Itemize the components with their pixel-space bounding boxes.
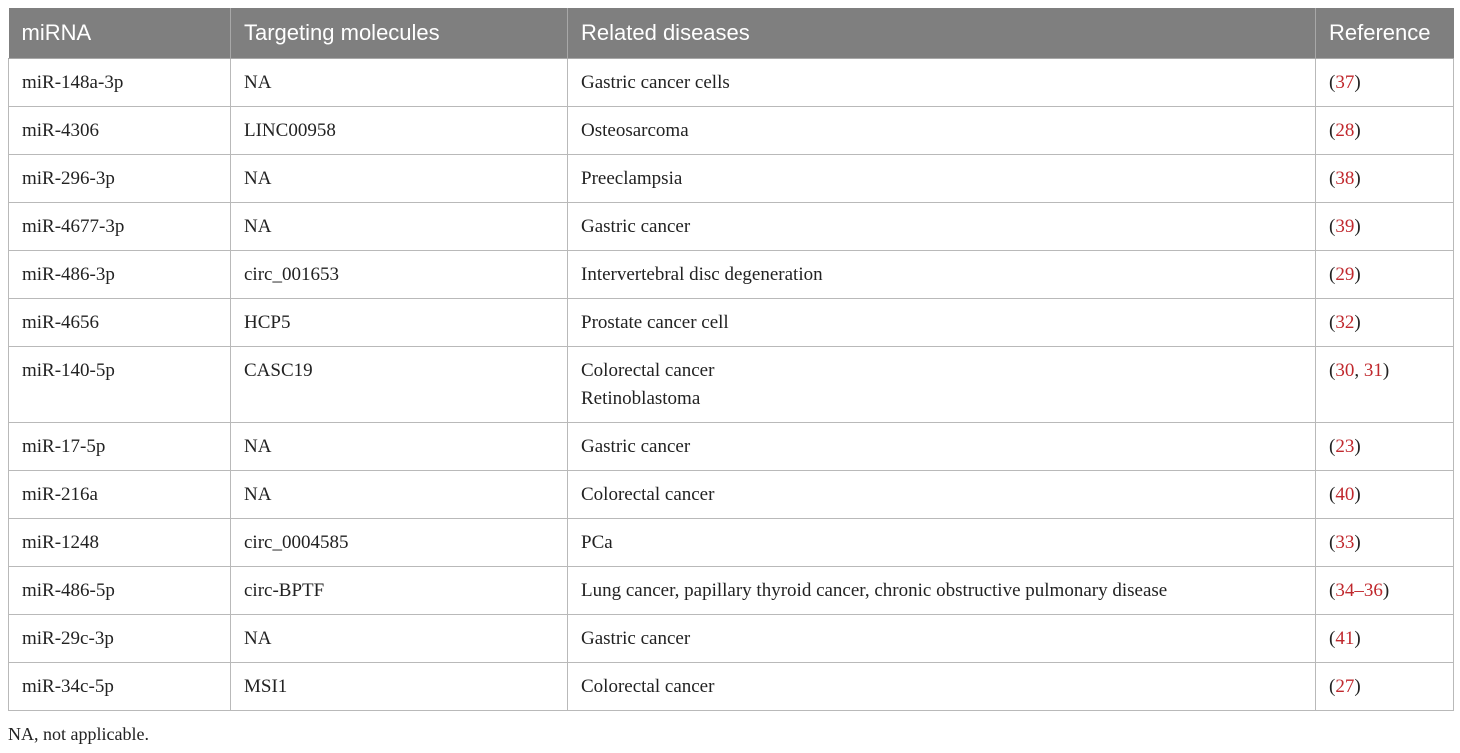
reference-open-paren: (: [1329, 360, 1336, 381]
reference-cell: [1316, 663, 1454, 711]
table-row: [9, 663, 1454, 711]
reference-cell: [1316, 519, 1454, 567]
mirna-cell-text: miR-216a: [22, 484, 98, 505]
related-diseases-cell-text: [581, 519, 1315, 557]
mirna-cell: [9, 299, 231, 347]
mirna-table: [8, 8, 1454, 711]
header-related-diseases: Related diseases: [568, 8, 1316, 59]
header-reference: Reference: [1316, 8, 1454, 59]
header-row: [9, 8, 1454, 59]
mirna-cell: [9, 519, 231, 567]
related-diseases-cell-text: [581, 203, 1315, 241]
targeting-molecule-cell-text: NA: [244, 216, 272, 237]
reference-cell: [1316, 107, 1454, 155]
reference-open-paren: (: [1329, 532, 1336, 553]
disease-line: Gastric cancer: [581, 436, 691, 457]
reference-cell-text: [1329, 663, 1453, 701]
table-row: [9, 567, 1454, 615]
header-targeting-molecules: Targeting molecules: [231, 8, 568, 59]
reference-open-paren: (: [1329, 676, 1336, 697]
related-diseases-cell: [568, 423, 1316, 471]
reference-separator: ,: [1354, 360, 1364, 381]
header-mirna: miRNA: [9, 8, 231, 59]
reference-cell: [1316, 347, 1454, 423]
related-diseases-cell-text: [581, 663, 1315, 701]
reference-link[interactable]: 28: [1335, 120, 1355, 141]
reference-close-paren: ): [1382, 360, 1390, 381]
targeting-molecule-cell-text: CASC19: [244, 360, 313, 381]
reference-close-paren: ): [1354, 216, 1361, 237]
disease-line: Intervertebral disc degeneration: [581, 264, 823, 285]
reference-cell-text: [1329, 59, 1453, 97]
targeting-molecule-cell-text: circ_001653: [244, 264, 339, 285]
reference-link[interactable]: 38: [1335, 168, 1355, 189]
table-row: [9, 423, 1454, 471]
related-diseases-cell: [568, 663, 1316, 711]
mirna-cell-text: miR-4656: [22, 312, 100, 333]
related-diseases-cell: [568, 203, 1316, 251]
related-diseases-cell: [568, 251, 1316, 299]
targeting-molecule-cell-text: LINC00958: [244, 120, 336, 141]
reference-open-paren: (: [1329, 484, 1336, 505]
reference-close-paren: ): [1354, 168, 1361, 189]
targeting-molecule-cell: [231, 299, 568, 347]
reference-cell: [1316, 299, 1454, 347]
targeting-molecule-cell-text: NA: [244, 168, 272, 189]
targeting-molecule-cell: [231, 107, 568, 155]
mirna-cell: [9, 155, 231, 203]
mirna-cell: [9, 107, 231, 155]
related-diseases-cell-text: [581, 107, 1315, 145]
mirna-cell: [9, 203, 231, 251]
related-diseases-cell-text: [581, 59, 1315, 97]
table-row: [9, 519, 1454, 567]
disease-line: Colorectal cancer: [581, 360, 715, 381]
targeting-molecule-cell: [231, 567, 568, 615]
related-diseases-cell-text: [581, 155, 1315, 193]
targeting-molecule-cell: [231, 203, 568, 251]
reference-cell: [1316, 567, 1454, 615]
reference-link[interactable]: 37: [1335, 72, 1355, 93]
table-row: [9, 107, 1454, 155]
reference-open-paren: (: [1329, 264, 1336, 285]
targeting-molecule-cell: [231, 59, 568, 107]
reference-open-paren: (: [1329, 312, 1336, 333]
related-diseases-cell-text: [581, 299, 1315, 337]
reference-close-paren: ): [1354, 628, 1361, 649]
table-row: [9, 203, 1454, 251]
reference-cell-text: [1329, 471, 1453, 509]
related-diseases-cell: [568, 471, 1316, 519]
disease-line: PCa: [581, 532, 613, 553]
reference-open-paren: (: [1329, 72, 1336, 93]
mirna-cell-text: miR-4677-3p: [22, 216, 125, 237]
related-diseases-cell-text: [581, 615, 1315, 653]
mirna-cell-text: miR-148a-3p: [22, 72, 124, 93]
reference-close-paren: ): [1354, 532, 1361, 553]
mirna-cell-text: miR-486-3p: [22, 264, 115, 285]
table-header: [9, 8, 1454, 59]
related-diseases-cell: [568, 347, 1316, 423]
reference-cell-text: [1329, 519, 1453, 557]
reference-cell-text: [1329, 155, 1453, 193]
reference-open-paren: (: [1329, 168, 1336, 189]
related-diseases-cell: [568, 107, 1316, 155]
targeting-molecule-cell-text: circ_0004585: [244, 532, 349, 553]
targeting-molecule-cell: [231, 615, 568, 663]
reference-link[interactable]: 23: [1335, 436, 1355, 457]
table-body: [9, 59, 1454, 711]
targeting-molecule-cell: [231, 423, 568, 471]
mirna-cell: [9, 663, 231, 711]
table-row: [9, 155, 1454, 203]
related-diseases-cell: [568, 59, 1316, 107]
reference-close-paren: ): [1382, 580, 1390, 601]
reference-link[interactable]: 33: [1335, 532, 1355, 553]
reference-close-paren: ): [1354, 72, 1361, 93]
reference-cell-text: [1329, 203, 1453, 241]
reference-link[interactable]: 31: [1363, 360, 1383, 381]
reference-link[interactable]: 40: [1335, 484, 1355, 505]
targeting-molecule-cell-text: NA: [244, 628, 272, 649]
reference-cell: [1316, 155, 1454, 203]
table-row: [9, 59, 1454, 107]
mirna-cell-text: miR-486-5p: [22, 580, 115, 601]
related-diseases-cell: [568, 519, 1316, 567]
mirna-cell: [9, 615, 231, 663]
targeting-molecule-cell: [231, 347, 568, 423]
mirna-cell: [9, 423, 231, 471]
targeting-molecule-cell: [231, 471, 568, 519]
mirna-cell: [9, 347, 231, 423]
reference-cell-text: [1329, 423, 1453, 461]
reference-link[interactable]: 39: [1335, 216, 1355, 237]
mirna-cell-text: miR-1248: [22, 532, 100, 553]
disease-line: Retinoblastoma: [581, 388, 701, 409]
reference-close-paren: ): [1354, 676, 1361, 697]
table-footnote: NA, not applicable.: [8, 724, 149, 744]
related-diseases-cell-text: [581, 347, 1315, 413]
reference-close-paren: ): [1354, 312, 1361, 333]
reference-close-paren: ): [1354, 264, 1361, 285]
reference-cell: [1316, 615, 1454, 663]
disease-line: Gastric cancer: [581, 216, 691, 237]
table-container: [8, 8, 1453, 711]
mirna-cell-text: miR-17-5p: [22, 436, 106, 457]
related-diseases-cell-text: [581, 471, 1315, 509]
disease-line: Colorectal cancer: [581, 484, 715, 505]
reference-cell: [1316, 203, 1454, 251]
reference-open-paren: (: [1329, 120, 1336, 141]
targeting-molecule-cell-text: HCP5: [244, 312, 291, 333]
mirna-cell: [9, 59, 231, 107]
reference-link[interactable]: 27: [1335, 676, 1355, 697]
targeting-molecule-cell: [231, 155, 568, 203]
disease-line: Prostate cancer cell: [581, 312, 729, 333]
mirna-cell-text: miR-29c-3p: [22, 628, 114, 649]
mirna-cell: [9, 251, 231, 299]
related-diseases-cell: [568, 567, 1316, 615]
targeting-molecule-cell: [231, 663, 568, 711]
reference-open-paren: (: [1329, 628, 1336, 649]
reference-cell-text: [1329, 251, 1453, 289]
mirna-cell-text: miR-296-3p: [22, 168, 115, 189]
reference-cell-text: [1329, 615, 1453, 653]
table-row: [9, 615, 1454, 663]
disease-line: Colorectal cancer: [581, 676, 715, 697]
reference-cell: [1316, 251, 1454, 299]
reference-cell-text: [1329, 107, 1453, 145]
table-row: [9, 347, 1454, 423]
reference-cell: [1316, 59, 1454, 107]
targeting-molecule-cell-text: NA: [244, 484, 272, 505]
related-diseases-cell: [568, 155, 1316, 203]
reference-open-paren: (: [1329, 216, 1336, 237]
targeting-molecule-cell-text: NA: [244, 72, 272, 93]
reference-cell: [1316, 423, 1454, 471]
targeting-molecule-cell: [231, 519, 568, 567]
reference-close-paren: ): [1354, 484, 1361, 505]
table-row: [9, 251, 1454, 299]
targeting-molecule-cell-text: circ-BPTF: [244, 580, 325, 601]
reference-open-paren: (: [1329, 580, 1336, 601]
reference-cell-text: [1329, 567, 1453, 605]
disease-line: Gastric cancer cells: [581, 72, 730, 93]
table-row: [9, 471, 1454, 519]
table-row: [9, 299, 1454, 347]
related-diseases-cell: [568, 299, 1316, 347]
reference-link[interactable]: 30: [1335, 360, 1355, 381]
disease-line: Preeclampsia: [581, 168, 683, 189]
related-diseases-cell-text: [581, 423, 1315, 461]
reference-link[interactable]: 34–36: [1335, 580, 1383, 601]
reference-close-paren: ): [1354, 120, 1361, 141]
mirna-cell-text: miR-4306: [22, 120, 100, 141]
reference-cell-text: [1329, 299, 1453, 337]
related-diseases-cell-text: [581, 251, 1315, 289]
related-diseases-cell: [568, 615, 1316, 663]
reference-open-paren: (: [1329, 436, 1336, 457]
disease-line: Gastric cancer: [581, 628, 691, 649]
targeting-molecule-cell-text: MSI1: [244, 676, 288, 697]
related-diseases-cell-text: [581, 567, 1315, 605]
targeting-molecule-cell-text: NA: [244, 436, 272, 457]
reference-close-paren: ): [1354, 436, 1361, 457]
targeting-molecule-cell: [231, 251, 568, 299]
reference-cell: [1316, 471, 1454, 519]
disease-line: Osteosarcoma: [581, 120, 689, 141]
mirna-cell-text: miR-34c-5p: [22, 676, 114, 697]
reference-link[interactable]: 32: [1335, 312, 1355, 333]
reference-cell-text: [1329, 347, 1453, 385]
mirna-cell-text: miR-140-5p: [22, 360, 115, 381]
reference-link[interactable]: 29: [1335, 264, 1355, 285]
mirna-cell: [9, 471, 231, 519]
mirna-cell: [9, 567, 231, 615]
disease-line: Lung cancer, papillary thyroid cancer, chronic obstructive pulmonary disease: [581, 580, 1168, 601]
reference-link[interactable]: 41: [1335, 628, 1355, 649]
